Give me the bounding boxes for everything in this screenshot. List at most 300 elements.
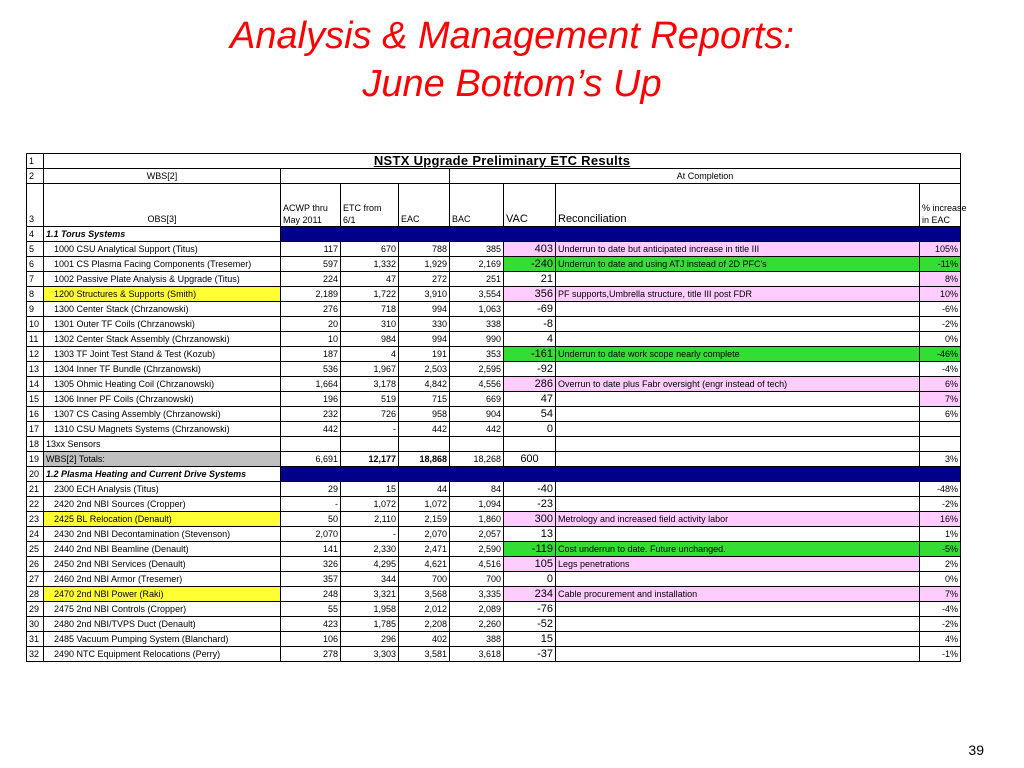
section-header-row <box>27 467 961 482</box>
table-row <box>27 422 961 437</box>
table-header-row <box>27 184 961 227</box>
acwp-cell: - <box>281 497 341 512</box>
eac-cell: 2,471 <box>399 542 450 557</box>
vac-cell: -119 <box>504 542 556 557</box>
eac-cell: 44 <box>399 482 450 497</box>
bac-cell: 84 <box>450 482 504 497</box>
table-row <box>27 482 961 497</box>
reconciliation-cell <box>556 317 920 332</box>
pct-increase-cell: -46% <box>920 347 961 362</box>
eac-cell: 3,581 <box>399 647 450 662</box>
totals-label: WBS[2] Totals: <box>44 452 281 467</box>
bac-cell: 388 <box>450 632 504 647</box>
etc-results-table <box>26 153 967 662</box>
acwp-cell: 442 <box>281 422 341 437</box>
blank-cell <box>920 437 961 452</box>
obs-cell: 2430 2nd NBI Decontamination (Stevenson) <box>44 527 281 542</box>
acwp-cell: 248 <box>281 587 341 602</box>
table-row <box>27 332 961 347</box>
table-row <box>27 407 961 422</box>
acwp-cell: 423 <box>281 617 341 632</box>
table-row <box>27 242 961 257</box>
obs-cell: 2450 2nd NBI Services (Denault) <box>44 557 281 572</box>
etc-cell: 310 <box>341 317 399 332</box>
row-number: 19 <box>27 452 44 467</box>
bac-cell: 353 <box>450 347 504 362</box>
bac-cell: 3,335 <box>450 587 504 602</box>
obs-cell: 13xx Sensors <box>44 437 281 452</box>
pct-increase-cell: 6% <box>920 377 961 392</box>
reconciliation-cell <box>556 647 920 662</box>
pct-increase-cell: 0% <box>920 332 961 347</box>
obs-cell: 1000 CSU Analytical Support (Titus) <box>44 242 281 257</box>
vac-cell: -69 <box>504 302 556 317</box>
bac-cell: 1,860 <box>450 512 504 527</box>
acwp-cell: 1,664 <box>281 377 341 392</box>
section-label: 1.2 Plasma Heating and Current Drive Systems <box>44 467 281 482</box>
etc-cell: 15 <box>341 482 399 497</box>
eac-cell: 4,621 <box>399 557 450 572</box>
obs-cell: 2460 2nd NBI Armor (Tresemer) <box>44 572 281 587</box>
vac-cell: -161 <box>504 347 556 362</box>
pct-increase-cell <box>920 422 961 437</box>
etc-cell: 670 <box>341 242 399 257</box>
acwp-total: 6,691 <box>281 452 341 467</box>
etc-cell: 1,967 <box>341 362 399 377</box>
pct-increase-cell: 10% <box>920 287 961 302</box>
table-row <box>27 587 961 602</box>
section-band: 1.1 Torus Systems 1.1 Torus Systems <box>281 227 961 242</box>
etc-cell: 3,178 <box>341 377 399 392</box>
table-row <box>27 602 961 617</box>
sheet-banner: NSTX Upgrade Preliminary ETC Results <box>44 154 961 169</box>
eac-cell: 272 <box>399 272 450 287</box>
row-number: 7 <box>27 272 44 287</box>
reconciliation-cell: Cable procurement and installation <box>556 587 920 602</box>
row-number: 26 <box>27 557 44 572</box>
table-row <box>27 287 961 302</box>
pct-increase-cell: 2% <box>920 557 961 572</box>
vac-cell: 0 <box>504 422 556 437</box>
row-number: 8 <box>27 287 44 302</box>
col-header-acwp: ACWP thru May 2011 <box>281 184 341 227</box>
reconciliation-cell <box>556 602 920 617</box>
bac-cell: 385 <box>450 242 504 257</box>
eac-cell: 700 <box>399 572 450 587</box>
etc-total: 12,177 <box>341 452 399 467</box>
reconciliation-cell <box>556 632 920 647</box>
reconciliation-cell: Underrun to date and using ATJ instead of 2D PFC's <box>556 257 920 272</box>
table-row <box>27 392 961 407</box>
row-number: 28 <box>27 587 44 602</box>
page-number: 39 <box>968 742 984 758</box>
table-row <box>27 317 961 332</box>
etc-cell: 4 <box>341 347 399 362</box>
pct-total: 3% <box>920 452 961 467</box>
eac-cell: 330 <box>399 317 450 332</box>
eac-cell: 402 <box>399 632 450 647</box>
row-number: 21 <box>27 482 44 497</box>
vac-cell: 15 <box>504 632 556 647</box>
obs-cell: 1301 Outer TF Coils (Chrzanowski) <box>44 317 281 332</box>
eac-cell: 994 <box>399 332 450 347</box>
etc-cell: 344 <box>341 572 399 587</box>
bac-cell: 338 <box>450 317 504 332</box>
reconciliation-cell: PF supports,Umbrella structure, title III post FDR <box>556 287 920 302</box>
bac-cell: 4,556 <box>450 377 504 392</box>
eac-cell: 191 <box>399 347 450 362</box>
eac-total: 18,868 <box>399 452 450 467</box>
bac-cell: 2,057 <box>450 527 504 542</box>
row-number: 32 <box>27 647 44 662</box>
obs-cell: 2475 2nd NBI Controls (Cropper) <box>44 602 281 617</box>
vac-cell: 47 <box>504 392 556 407</box>
vac-cell: -240 <box>504 257 556 272</box>
vac-cell: 21 <box>504 272 556 287</box>
row-number: 2 <box>27 169 44 184</box>
bac-cell: 904 <box>450 407 504 422</box>
row-number: 18 <box>27 437 44 452</box>
blank-cell <box>281 437 341 452</box>
reconciliation-cell: Legs penetrations <box>556 557 920 572</box>
obs-cell: 2420 2nd NBI Sources (Cropper) <box>44 497 281 512</box>
reconciliation-cell: Cost underrun to date. Future unchanged. <box>556 542 920 557</box>
acwp-cell: 224 <box>281 272 341 287</box>
pct-increase-cell: -2% <box>920 317 961 332</box>
row-number: 9 <box>27 302 44 317</box>
row-number: 22 <box>27 497 44 512</box>
eac-cell: 2,012 <box>399 602 450 617</box>
acwp-cell: 326 <box>281 557 341 572</box>
row-number: 15 <box>27 392 44 407</box>
col-header-reconciliation: Reconciliation <box>556 184 920 227</box>
acwp-cell: 276 <box>281 302 341 317</box>
acwp-cell: 106 <box>281 632 341 647</box>
acwp-cell: 141 <box>281 542 341 557</box>
section-header-row <box>27 227 961 242</box>
pct-increase-cell: 6% <box>920 407 961 422</box>
table-row <box>27 617 961 632</box>
pct-increase-cell: -2% <box>920 617 961 632</box>
vac-total: 600 <box>504 452 556 467</box>
reconciliation-cell <box>556 392 920 407</box>
col-header-bac: BAC <box>450 184 504 227</box>
acwp-cell: 357 <box>281 572 341 587</box>
vac-cell: 105 <box>504 557 556 572</box>
row-number: 24 <box>27 527 44 542</box>
acwp-cell: 50 <box>281 512 341 527</box>
vac-cell: -76 <box>504 602 556 617</box>
reconciliation-cell: Underrun to date work scope nearly complete <box>556 347 920 362</box>
bac-cell: 442 <box>450 422 504 437</box>
acwp-cell: 278 <box>281 647 341 662</box>
col-header-vac: VAC <box>504 184 556 227</box>
row-number: 4 <box>27 227 44 242</box>
col-header-etc: ETC from 6/1 <box>341 184 399 227</box>
pct-increase-cell: -4% <box>920 362 961 377</box>
table-row <box>27 272 961 287</box>
etc-cell: 1,958 <box>341 602 399 617</box>
vac-cell: -8 <box>504 317 556 332</box>
obs-cell: 1310 CSU Magnets Systems (Chrzanowski) <box>44 422 281 437</box>
pct-increase-cell: 7% <box>920 587 961 602</box>
vac-cell: 4 <box>504 332 556 347</box>
blank-cell <box>504 437 556 452</box>
eac-cell: 788 <box>399 242 450 257</box>
eac-cell: 715 <box>399 392 450 407</box>
row-number: 17 <box>27 422 44 437</box>
blank-cell <box>556 437 920 452</box>
obs-cell: 2480 2nd NBI/TVPS Duct (Denault) <box>44 617 281 632</box>
etc-cell: 296 <box>341 632 399 647</box>
pct-increase-cell: -48% <box>920 482 961 497</box>
vac-cell: 13 <box>504 527 556 542</box>
row-number: 29 <box>27 602 44 617</box>
pct-increase-cell: 8% <box>920 272 961 287</box>
row-number: 5 <box>27 242 44 257</box>
table-row <box>27 557 961 572</box>
acwp-cell: 55 <box>281 602 341 617</box>
table-row <box>27 572 961 587</box>
table-row <box>27 257 961 272</box>
bac-cell: 1,063 <box>450 302 504 317</box>
obs-cell: 1307 CS Casing Assembly (Chrzanowski) <box>44 407 281 422</box>
eac-cell: 994 <box>399 302 450 317</box>
row-number: 20 <box>27 467 44 482</box>
vac-cell: -92 <box>504 362 556 377</box>
row-number: 1 <box>27 154 44 169</box>
row-number: 14 <box>27 377 44 392</box>
pct-increase-cell: -4% <box>920 602 961 617</box>
vac-cell: -37 <box>504 647 556 662</box>
vac-cell: -52 <box>504 617 556 632</box>
pct-increase-cell: -2% <box>920 497 961 512</box>
acwp-cell: 20 <box>281 317 341 332</box>
slide-title <box>0 12 1024 108</box>
bac-cell: 2,089 <box>450 602 504 617</box>
table-row <box>27 302 961 317</box>
bac-cell: 700 <box>450 572 504 587</box>
obs-cell: 1002 Passive Plate Analysis & Upgrade (Titus) <box>44 272 281 287</box>
col-header-pct-increase: % increase in EAC <box>920 184 961 227</box>
etc-cell: 1,332 <box>341 257 399 272</box>
etc-cell: 2,110 <box>341 512 399 527</box>
bac-cell: 2,260 <box>450 617 504 632</box>
row-number: 31 <box>27 632 44 647</box>
table-row <box>27 362 961 377</box>
obs-cell: 2425 BL Relocation (Denault) <box>44 512 281 527</box>
eac-cell: 3,910 <box>399 287 450 302</box>
obs-cell: 1302 Center Stack Assembly (Chrzanowski) <box>44 332 281 347</box>
row-number: 3 <box>27 184 44 227</box>
row-number: 13 <box>27 362 44 377</box>
eac-cell: 2,503 <box>399 362 450 377</box>
acwp-cell: 597 <box>281 257 341 272</box>
reconciliation-cell <box>556 422 920 437</box>
etc-cell: 1,722 <box>341 287 399 302</box>
reconciliation-cell <box>556 272 920 287</box>
pct-increase-cell: 4% <box>920 632 961 647</box>
acwp-cell: 232 <box>281 407 341 422</box>
obs-cell: 1200 Structures & Supports (Smith) <box>44 287 281 302</box>
pct-increase-cell: 1% <box>920 527 961 542</box>
vac-cell: 234 <box>504 587 556 602</box>
etc-cell: 4,295 <box>341 557 399 572</box>
pct-increase-cell: 105% <box>920 242 961 257</box>
pct-increase-cell: -11% <box>920 257 961 272</box>
etc-cell: 2,330 <box>341 542 399 557</box>
reconciliation-cell <box>556 302 920 317</box>
section-label: 1.1 Torus Systems <box>44 227 281 242</box>
section-band: 1.2 Plasma Heating and Current Drive Systems 1.2 Plasma Heating and Current Drive Systems <box>281 467 961 482</box>
at-completion-header: At Completion <box>450 169 961 184</box>
table-row <box>27 377 961 392</box>
table-row <box>27 154 961 169</box>
table-row <box>27 527 961 542</box>
bac-cell: 2,169 <box>450 257 504 272</box>
vac-cell: 403 <box>504 242 556 257</box>
table-row <box>27 512 961 527</box>
reconciliation-cell <box>556 617 920 632</box>
pct-increase-cell: 16% <box>920 512 961 527</box>
acwp-cell: 29 <box>281 482 341 497</box>
reconciliation-cell <box>556 572 920 587</box>
pct-increase-cell: -5% <box>920 542 961 557</box>
eac-cell: 3,568 <box>399 587 450 602</box>
obs-cell: 2440 2nd NBI Beamline (Denault) <box>44 542 281 557</box>
row-number: 25 <box>27 542 44 557</box>
obs-cell: 2485 Vacuum Pumping System (Blanchard) <box>44 632 281 647</box>
bac-cell: 2,595 <box>450 362 504 377</box>
acwp-cell: 2,070 <box>281 527 341 542</box>
obs-cell: 2470 2nd NBI Power (Raki) <box>44 587 281 602</box>
eac-cell: 4,842 <box>399 377 450 392</box>
vac-cell: 286 <box>504 377 556 392</box>
etc-cell: 726 <box>341 407 399 422</box>
row-number: 6 <box>27 257 44 272</box>
reconciliation-cell: Underrun to date but anticipated increase in title III <box>556 242 920 257</box>
obs-cell: 1303 TF Joint Test Stand & Test (Kozub) <box>44 347 281 362</box>
reconciliation-cell <box>556 497 920 512</box>
slide-title-line-1: Analysis & Management Reports: <box>230 15 794 57</box>
eac-cell: 1,929 <box>399 257 450 272</box>
vac-cell: -23 <box>504 497 556 512</box>
bac-cell: 3,554 <box>450 287 504 302</box>
pct-increase-cell: 7% <box>920 392 961 407</box>
blank-cell <box>341 437 399 452</box>
blank-cell <box>399 437 450 452</box>
reconciliation-cell <box>556 482 920 497</box>
totals-row <box>27 452 961 467</box>
acwp-cell: 10 <box>281 332 341 347</box>
obs-cell: 1300 Center Stack (Chrzanowski) <box>44 302 281 317</box>
reconciliation-cell: Metrology and increased field activity labor <box>556 512 920 527</box>
blank-cell <box>281 169 450 184</box>
reconciliation-cell: Overrun to date plus Fabr oversight (engr instead of tech) <box>556 377 920 392</box>
obs-cell: 1305 Ohmic Heating Coil (Chrzanowski) <box>44 377 281 392</box>
col-header-eac: EAC <box>399 184 450 227</box>
pct-increase-cell: -6% <box>920 302 961 317</box>
bac-cell: 990 <box>450 332 504 347</box>
reconciliation-cell <box>556 407 920 422</box>
bac-cell: 2,590 <box>450 542 504 557</box>
table-row <box>27 497 961 512</box>
vac-cell: 54 <box>504 407 556 422</box>
etc-cell: 3,321 <box>341 587 399 602</box>
bac-cell: 251 <box>450 272 504 287</box>
vac-cell: 0 <box>504 572 556 587</box>
etc-cell: - <box>341 422 399 437</box>
eac-cell: 2,159 <box>399 512 450 527</box>
eac-cell: 1,072 <box>399 497 450 512</box>
table-row <box>27 632 961 647</box>
etc-cell: 519 <box>341 392 399 407</box>
etc-cell: 718 <box>341 302 399 317</box>
obs-cell: 2300 ECH Analysis (Titus) <box>44 482 281 497</box>
etc-cell: - <box>341 527 399 542</box>
etc-cell: 1,072 <box>341 497 399 512</box>
reconciliation-cell <box>556 527 920 542</box>
blank-cell <box>556 452 920 467</box>
vac-cell: 356 <box>504 287 556 302</box>
etc-cell: 984 <box>341 332 399 347</box>
reconciliation-cell <box>556 332 920 347</box>
obs-cell: 1001 CS Plasma Facing Components (Tresemer) <box>44 257 281 272</box>
table-row <box>27 437 961 452</box>
obs-cell: 1306 Inner PF Coils (Chrzanowski) <box>44 392 281 407</box>
vac-cell: -40 <box>504 482 556 497</box>
obs-cell: 2490 NTC Equipment Relocations (Perry) <box>44 647 281 662</box>
row-number: 27 <box>27 572 44 587</box>
row-number: 12 <box>27 347 44 362</box>
acwp-cell: 196 <box>281 392 341 407</box>
obs-cell: 1304 Inner TF Bundle (Chrzanowski) <box>44 362 281 377</box>
etc-cell: 47 <box>341 272 399 287</box>
row-number: 23 <box>27 512 44 527</box>
bac-cell: 3,618 <box>450 647 504 662</box>
row-number: 30 <box>27 617 44 632</box>
pct-increase-cell: 0% <box>920 572 961 587</box>
bac-cell: 669 <box>450 392 504 407</box>
table-row <box>27 542 961 557</box>
eac-cell: 2,208 <box>399 617 450 632</box>
slide-title-line-2: June Bottom’s Up <box>362 63 662 105</box>
blank-cell <box>450 437 504 452</box>
acwp-cell: 187 <box>281 347 341 362</box>
vac-cell: 300 <box>504 512 556 527</box>
reconciliation-cell <box>556 362 920 377</box>
table-row <box>27 169 961 184</box>
pct-increase-cell: -1% <box>920 647 961 662</box>
row-number: 16 <box>27 407 44 422</box>
eac-cell: 2,070 <box>399 527 450 542</box>
bac-cell: 4,516 <box>450 557 504 572</box>
bac-total: 18,268 <box>450 452 504 467</box>
eac-cell: 958 <box>399 407 450 422</box>
acwp-cell: 117 <box>281 242 341 257</box>
bac-cell: 1,094 <box>450 497 504 512</box>
wbs-header: WBS[2] <box>44 169 281 184</box>
col-header-obs: OBS[3] <box>44 184 281 227</box>
table-row <box>27 347 961 362</box>
acwp-cell: 2,189 <box>281 287 341 302</box>
table-row <box>27 647 961 662</box>
etc-cell: 1,785 <box>341 617 399 632</box>
row-number: 10 <box>27 317 44 332</box>
spreadsheet-image <box>26 153 967 676</box>
eac-cell: 442 <box>399 422 450 437</box>
row-number: 11 <box>27 332 44 347</box>
